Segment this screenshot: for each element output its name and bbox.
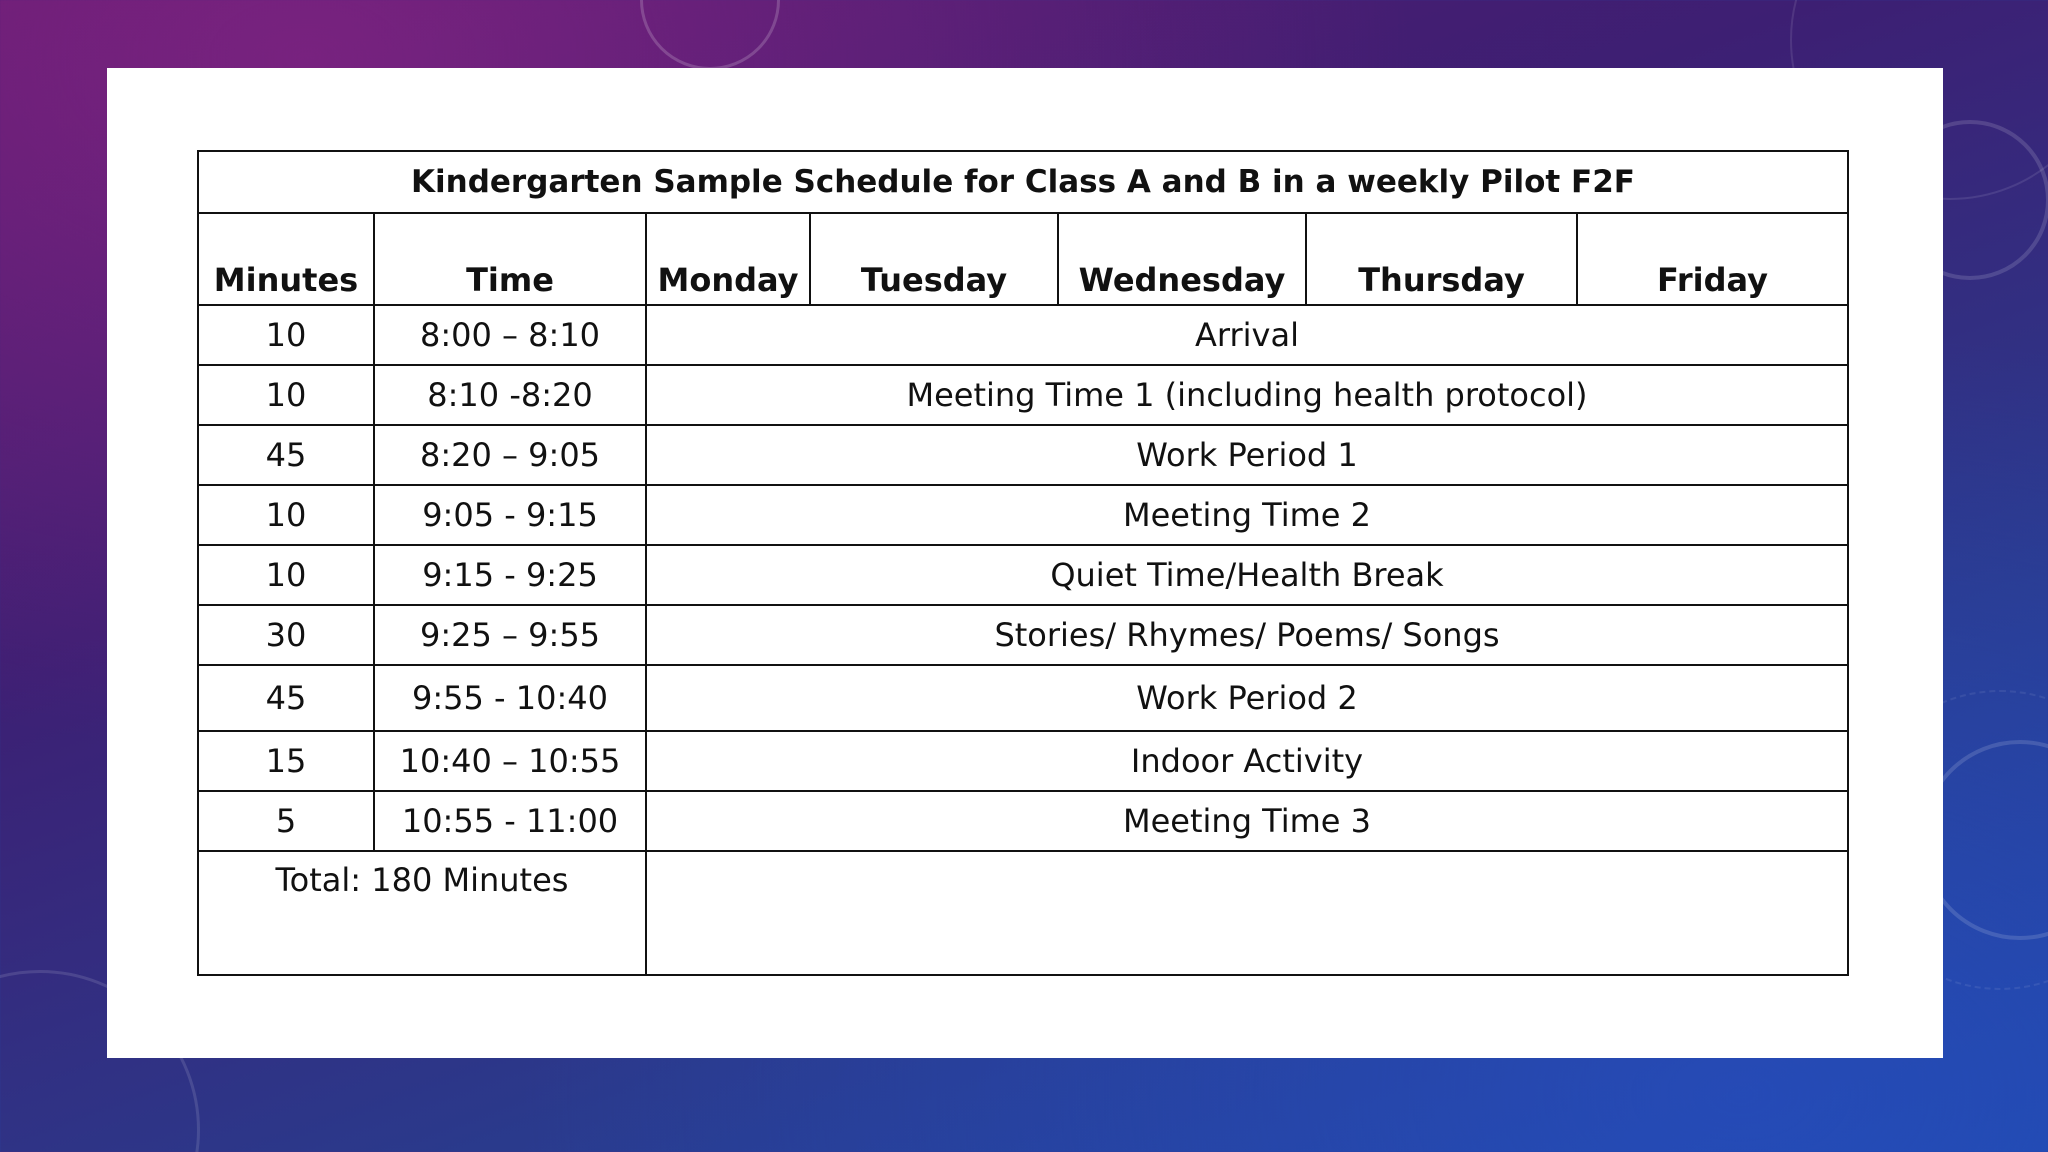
schedule-table: [197, 150, 1849, 976]
minutes-cell: 10: [198, 365, 374, 425]
table-row: [198, 365, 1848, 425]
total-row: [198, 851, 1848, 975]
minutes-cell: 30: [198, 605, 374, 665]
activity-cell: Meeting Time 3: [646, 791, 1848, 851]
activity-cell: Indoor Activity: [646, 731, 1848, 791]
time-cell: 10:40 – 10:55: [374, 731, 646, 791]
activity-cell: Stories/ Rhymes/ Poems/ Songs: [646, 605, 1848, 665]
schedule-title: Kindergarten Sample Schedule for Class A and B in a weekly Pilot F2F: [198, 151, 1848, 213]
table-row: [198, 791, 1848, 851]
time-cell: 8:10 -8:20: [374, 365, 646, 425]
header-monday: Monday: [646, 213, 810, 305]
header-time: Time: [374, 213, 646, 305]
total-cell: [198, 851, 646, 975]
minutes-cell: 45: [198, 665, 374, 731]
header-thursday: Thursday: [1306, 213, 1577, 305]
table-row: [198, 305, 1848, 365]
minutes-cell: 5: [198, 791, 374, 851]
activity-cell: Meeting Time 2: [646, 485, 1848, 545]
time-cell: 8:20 – 9:05: [374, 425, 646, 485]
activity-cell: Quiet Time/Health Break: [646, 545, 1848, 605]
header-wednesday: Wednesday: [1058, 213, 1306, 305]
time-cell: 9:25 – 9:55: [374, 605, 646, 665]
header-row: [198, 213, 1848, 305]
minutes-cell: 10: [198, 545, 374, 605]
header-minutes: Minutes: [198, 213, 374, 305]
minutes-cell: 10: [198, 485, 374, 545]
activity-cell: Meeting Time 1 (including health protocol): [646, 365, 1848, 425]
minutes-cell: 10: [198, 305, 374, 365]
table-row: [198, 665, 1848, 731]
header-friday: Friday: [1577, 213, 1848, 305]
table-row: [198, 545, 1848, 605]
slide-card: [107, 68, 1943, 1058]
total-label: Total: 180 Minutes: [275, 861, 569, 899]
time-cell: 10:55 - 11:00: [374, 791, 646, 851]
activity-cell: Work Period 1: [646, 425, 1848, 485]
activity-cell: Work Period 2: [646, 665, 1848, 731]
time-cell: 9:15 - 9:25: [374, 545, 646, 605]
table-row: [198, 731, 1848, 791]
time-cell: 9:55 - 10:40: [374, 665, 646, 731]
activity-cell: Arrival: [646, 305, 1848, 365]
table-row: [198, 485, 1848, 545]
header-tuesday: Tuesday: [810, 213, 1058, 305]
time-cell: 9:05 - 9:15: [374, 485, 646, 545]
table-row: [198, 605, 1848, 665]
background-ring: [640, 0, 780, 70]
empty-cell: [646, 851, 1848, 975]
table-row: [198, 425, 1848, 485]
minutes-cell: 15: [198, 731, 374, 791]
time-cell: 8:00 – 8:10: [374, 305, 646, 365]
minutes-cell: 45: [198, 425, 374, 485]
